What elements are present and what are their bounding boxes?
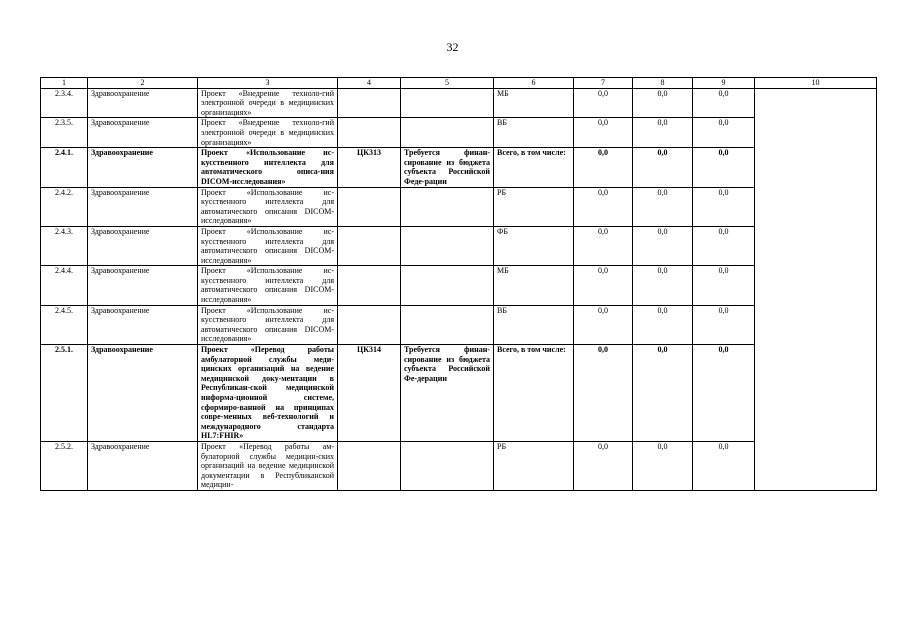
value-col8: 0,0 [633, 305, 693, 344]
row-number: 2.5.1. [41, 345, 88, 442]
row-number: 2.3.4. [41, 88, 88, 118]
financing-note [401, 187, 494, 226]
value-col8: 0,0 [633, 441, 693, 490]
row-number: 2.4.2. [41, 187, 88, 226]
financing-note [401, 88, 494, 118]
value-col9: 0,0 [693, 88, 755, 118]
col10-cell [755, 266, 877, 305]
project-name: Проект «Перевод работы ам-булаторной службы медицин-ских организаций на ведение медицинской документации в Республиканской медицин- [198, 441, 338, 490]
table-row [41, 226, 877, 265]
value-col8: 0,0 [633, 118, 693, 148]
budget-source: Всего, в том числе: [494, 148, 574, 187]
col-header-7: 7 [574, 78, 633, 89]
project-code: ЦК314 [338, 345, 401, 442]
sector: Здравоохранение [88, 441, 198, 490]
col-header-2: 2 [88, 78, 198, 89]
financing-note: Требуется финан-сирование из бюджета субъекта Российской Фе-дерации [401, 345, 494, 442]
row-number: 2.4.3. [41, 226, 88, 265]
sector: Здравоохранение [88, 266, 198, 305]
value-col8: 0,0 [633, 345, 693, 442]
value-col9: 0,0 [693, 441, 755, 490]
row-number: 2.5.2. [41, 441, 88, 490]
col10-cell [755, 305, 877, 344]
col10-cell [755, 345, 877, 442]
financing-note [401, 266, 494, 305]
project-name: Проект «Использование ис-кусственного интеллекта для автоматического описания DICOM-исследования» [198, 187, 338, 226]
col10-cell [755, 148, 877, 187]
project-code [338, 187, 401, 226]
value-col7: 0,0 [574, 148, 633, 187]
value-col8: 0,0 [633, 148, 693, 187]
project-name: Проект «Использование ис-кусственного интеллекта для автоматического описания DICOM-исследования» [198, 226, 338, 265]
col-header-4: 4 [338, 78, 401, 89]
project-code [338, 88, 401, 118]
col-header-10: 10 [755, 78, 877, 89]
sector: Здравоохранение [88, 88, 198, 118]
col-header-9: 9 [693, 78, 755, 89]
project-name: Проект «Внедрение техноло-гий электронной очереди в медицинских организациях» [198, 88, 338, 118]
project-name: Проект «Использование ис-кусственного интеллекта для автоматического описания DICOM-исследования» [198, 305, 338, 344]
budget-source: РБ [494, 441, 574, 490]
financing-note [401, 118, 494, 148]
value-col8: 0,0 [633, 266, 693, 305]
value-col7: 0,0 [574, 266, 633, 305]
financing-note [401, 441, 494, 490]
sector: Здравоохранение [88, 187, 198, 226]
financing-note: Требуется финан-сирование из бюджета субъекта Российской Феде-рации [401, 148, 494, 187]
sector: Здравоохранение [88, 118, 198, 148]
col-header-8: 8 [633, 78, 693, 89]
col10-cell [755, 88, 877, 118]
project-name: Проект «Внедрение техноло-гий электронной очереди в медицинских организациях» [198, 118, 338, 148]
table-row [41, 88, 877, 118]
row-number: 2.4.5. [41, 305, 88, 344]
value-col7: 0,0 [574, 305, 633, 344]
value-col7: 0,0 [574, 118, 633, 148]
table-row [41, 118, 877, 148]
col10-cell [755, 118, 877, 148]
project-code [338, 226, 401, 265]
project-name: Проект «Перевод работы амбулаторной службы меди-цинских организаций на ведение медицинской доку-ментации в Республикан-ской медицинской информа-ционной системе, сформиро-ванной на принципах совре-менных веб-технологий и международного стандарта HL7:FHIR» [198, 345, 338, 442]
col-header-1: 1 [41, 78, 88, 89]
col10-cell [755, 226, 877, 265]
column-number-row [41, 78, 877, 89]
budget-source: ВБ [494, 118, 574, 148]
value-col7: 0,0 [574, 441, 633, 490]
sector: Здравоохранение [88, 226, 198, 265]
value-col9: 0,0 [693, 187, 755, 226]
value-col7: 0,0 [574, 226, 633, 265]
sector: Здравоохранение [88, 148, 198, 187]
page-number: 32 [446, 40, 459, 54]
col-header-5: 5 [401, 78, 494, 89]
budget-source: Всего, в том числе: [494, 345, 574, 442]
project-code [338, 441, 401, 490]
sector: Здравоохранение [88, 345, 198, 442]
budget-source: ФБ [494, 226, 574, 265]
value-col9: 0,0 [693, 266, 755, 305]
value-col7: 0,0 [574, 187, 633, 226]
value-col9: 0,0 [693, 305, 755, 344]
table-row [41, 187, 877, 226]
project-code [338, 305, 401, 344]
col-header-6: 6 [494, 78, 574, 89]
row-number: 2.4.4. [41, 266, 88, 305]
table-row [41, 148, 877, 187]
value-col7: 0,0 [574, 88, 633, 118]
table-row [41, 266, 877, 305]
value-col7: 0,0 [574, 345, 633, 442]
col10-cell [755, 441, 877, 490]
sector: Здравоохранение [88, 305, 198, 344]
project-name: Проект «Использование ис-кусственного интеллекта для автоматического описания DICOM-исследования» [198, 266, 338, 305]
table-row [41, 345, 877, 442]
value-col9: 0,0 [693, 345, 755, 442]
row-number: 2.3.5. [41, 118, 88, 148]
budget-source: МБ [494, 266, 574, 305]
table-row [41, 305, 877, 344]
row-number: 2.4.1. [41, 148, 88, 187]
financing-note [401, 305, 494, 344]
budget-source: МБ [494, 88, 574, 118]
budget-table [40, 77, 877, 491]
budget-source: ВБ [494, 305, 574, 344]
project-name: Проект «Использование ис-кусственного интеллекта для автоматического описа-ния DICOM-исследования» [198, 148, 338, 187]
financing-note [401, 226, 494, 265]
value-col8: 0,0 [633, 187, 693, 226]
budget-source: РБ [494, 187, 574, 226]
project-code: ЦК313 [338, 148, 401, 187]
value-col8: 0,0 [633, 88, 693, 118]
col10-cell [755, 187, 877, 226]
value-col8: 0,0 [633, 226, 693, 265]
value-col9: 0,0 [693, 148, 755, 187]
value-col9: 0,0 [693, 118, 755, 148]
value-col9: 0,0 [693, 226, 755, 265]
project-code [338, 266, 401, 305]
table-row [41, 441, 877, 490]
col-header-3: 3 [198, 78, 338, 89]
project-code [338, 118, 401, 148]
